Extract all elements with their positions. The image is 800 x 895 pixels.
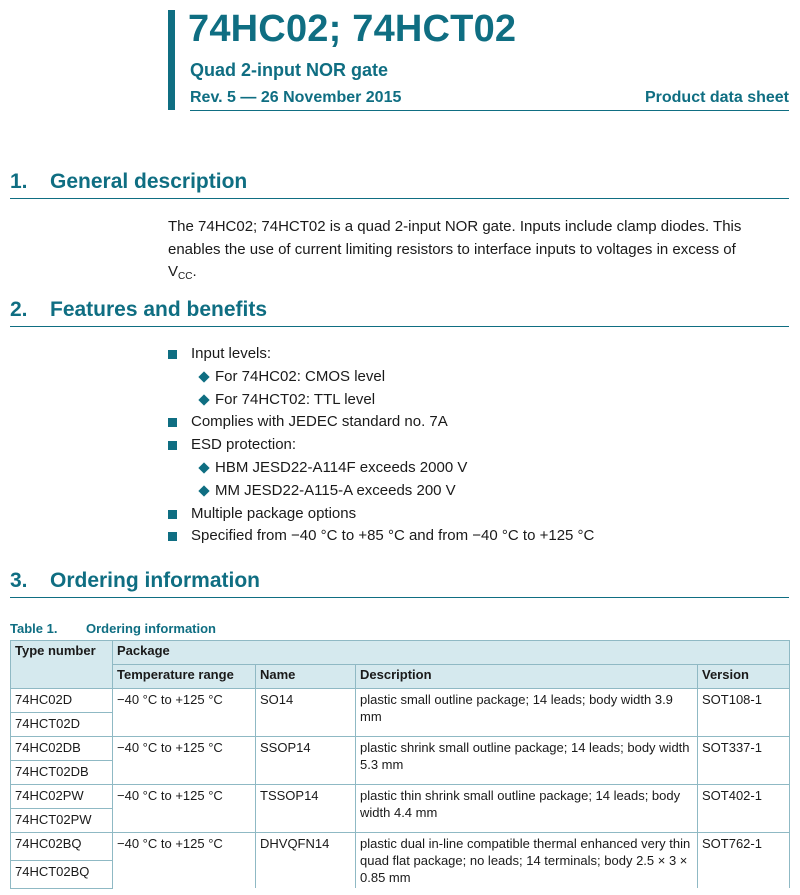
- diamond-bullet-icon: [198, 394, 209, 405]
- header-temperature-range: Temperature range: [113, 665, 256, 689]
- square-bullet-icon: [168, 532, 177, 541]
- ordering-table: [10, 640, 790, 889]
- header-description: Description: [356, 665, 698, 689]
- type-number-cell: 74HC02D: [11, 689, 113, 713]
- temperature-cell: −40 °C to +125 °C: [113, 737, 256, 785]
- section-title: Features and benefits: [50, 298, 268, 321]
- square-bullet-icon: [168, 441, 177, 450]
- version-cell: SOT402-1: [698, 785, 790, 833]
- version-cell: SOT108-1: [698, 689, 790, 737]
- header-version: Version: [698, 665, 790, 689]
- temperature-cell: −40 °C to +125 °C: [113, 689, 256, 737]
- vcc-symbol: V: [168, 263, 179, 280]
- table-title: Ordering information: [86, 621, 216, 636]
- document-subtitle: Quad 2-input NOR gate: [190, 60, 388, 80]
- header-type-number: Type number: [11, 641, 113, 689]
- revision-date: Rev. 5 — 26 November 2015: [190, 89, 402, 106]
- diamond-bullet-icon: [198, 462, 209, 473]
- section-heading-general-description: [10, 170, 789, 199]
- version-cell: SOT337-1: [698, 737, 790, 785]
- package-name-cell: TSSOP14: [256, 785, 356, 833]
- description-body: The 74HC02; 74HCT02 is a quad 2-input NOR gate. Inputs include clamp diodes. This enables the use of current limiting resistors to interface inputs to voltages in excess of: [168, 218, 742, 258]
- sentence-end: .: [192, 263, 197, 280]
- section-title: Ordering information: [50, 569, 260, 592]
- version-cell: SOT762-1: [698, 833, 790, 889]
- section-heading-features: [10, 298, 789, 327]
- section-title: General description: [50, 170, 248, 193]
- section-number: 1.: [10, 170, 28, 193]
- square-bullet-icon: [168, 418, 177, 427]
- vcc-subscript: CC: [178, 271, 193, 282]
- type-number-cell: 74HC02DB: [11, 737, 113, 761]
- table-row: [11, 737, 790, 761]
- table-row: [11, 689, 790, 713]
- type-number-cell: 74HCT02DB: [11, 761, 113, 785]
- table-caption: [10, 621, 216, 636]
- temperature-cell: −40 °C to +125 °C: [113, 833, 256, 889]
- description-cell: plastic small outline package; 14 leads; body width 3.9 mm: [356, 689, 698, 737]
- general-description-text: [168, 216, 778, 289]
- header-name: Name: [256, 665, 356, 689]
- type-number-cell: 74HC02BQ: [11, 833, 113, 861]
- package-name-cell: SSOP14: [256, 737, 356, 785]
- package-name-cell: DHVQFN14: [256, 833, 356, 889]
- diamond-bullet-icon: [198, 485, 209, 496]
- square-bullet-icon: [168, 510, 177, 519]
- table-row: [11, 785, 790, 809]
- temperature-cell: −40 °C to +125 °C: [113, 785, 256, 833]
- section-number: 3.: [10, 569, 28, 592]
- square-bullet-icon: [168, 350, 177, 359]
- type-number-cell: 74HCT02D: [11, 713, 113, 737]
- description-cell: plastic dual in-line compatible thermal enhanced very thin quad flat package; no leads; 14 terminals; body 2.5 × 3 × 0.85 mm: [356, 833, 698, 889]
- type-number-cell: 74HC02PW: [11, 785, 113, 809]
- document-title: 74HC02; 74HCT02: [188, 8, 517, 50]
- package-name-cell: SO14: [256, 689, 356, 737]
- description-cell: plastic thin shrink small outline package; 14 leads; body width 4.4 mm: [356, 785, 698, 833]
- description-cell: plastic shrink small outline package; 14 leads; body width 5.3 mm: [356, 737, 698, 785]
- section-number: 2.: [10, 298, 28, 321]
- section-heading-ordering: [10, 569, 789, 598]
- diamond-bullet-icon: [198, 371, 209, 382]
- table-number: Table 1.: [10, 621, 58, 636]
- table-row: [11, 833, 790, 861]
- type-number-cell: 74HCT02PW: [11, 809, 113, 833]
- document-type: Product data sheet: [644, 89, 789, 106]
- type-number-cell: 74HCT02BQ: [11, 860, 113, 888]
- header-package: Package: [113, 641, 790, 665]
- header-accent-bar: [168, 10, 175, 110]
- header-divider: [190, 110, 789, 111]
